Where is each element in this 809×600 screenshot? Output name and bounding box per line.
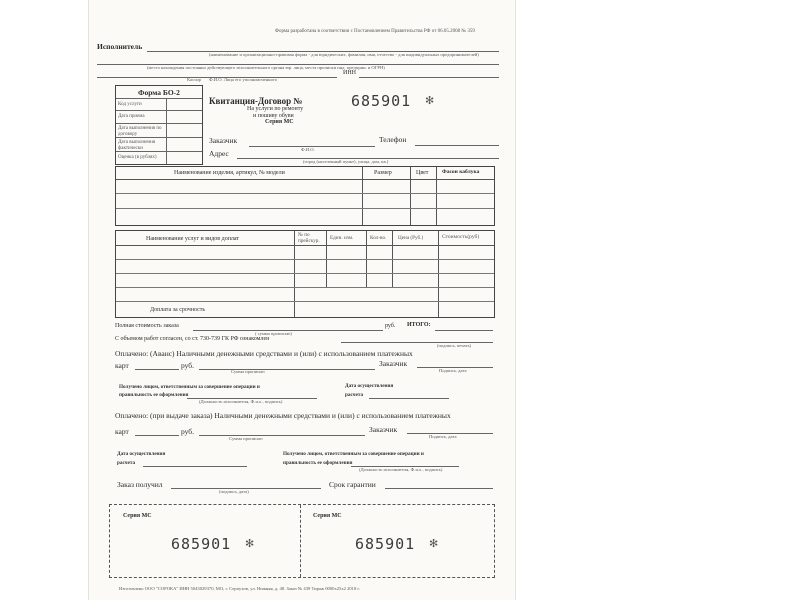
executor-address-hint: (место нахождения постоянно действующего исполнительного органа юр. лица, места прописки инд. предприн. и ОГРН) (147, 65, 385, 70)
receipt-subtitle-1: На услуги по ремонту (247, 106, 304, 112)
final-position-hint: (Должность исполнителя, Ф.и.о., подпись) (359, 467, 443, 472)
final-customer: Заказчик (369, 425, 398, 434)
final-date-done-1: Дата осуществления (117, 451, 166, 457)
order-sign-hint: (подпись, дата) (219, 489, 249, 494)
final-sign-date: Подпись, дата (429, 434, 457, 439)
address-label: Адрес (209, 149, 229, 158)
total-line[interactable] (435, 330, 493, 331)
warranty-label: Срок гарантии (329, 480, 376, 489)
phone-line[interactable] (415, 145, 499, 146)
cashier-hint: Кассир (187, 77, 201, 82)
final-sum-words: Сумма прописью (229, 436, 263, 441)
coupon-1-number: 685901 (171, 535, 232, 553)
rub-label: руб. (385, 323, 396, 329)
advance-received-2: правильность ее оформления (119, 392, 189, 398)
advance-received-1: Получено лицом, ответственным за совершение операции и (119, 384, 260, 390)
final-cards: карт (115, 427, 129, 436)
cashier-hint-2: Ф.И.О. Лица его уполномоченного (209, 77, 277, 82)
advance-position-hint: (Должность исполнителя, Ф.и.о., подпись) (199, 399, 283, 404)
sum-words-hint: ( сумма прописью) (255, 331, 292, 336)
advance-amount-line[interactable] (199, 369, 375, 370)
stub-row-valuation: Оценка (в рублях) (118, 155, 157, 160)
services-header-qty: Кол-во. (370, 235, 387, 241)
coupon-2-series: Серия МС (313, 513, 342, 519)
receipt-number: 685901 (351, 92, 412, 110)
final-date-line[interactable] (143, 466, 247, 467)
receipt-title: Квитанция-Договор № (209, 96, 303, 106)
items-header-size: Размер (374, 170, 392, 176)
advance-sum-words: Сумма прописью (231, 369, 265, 374)
asterisk-icon: ✻ (425, 95, 435, 107)
executor-label: Исполнитель (97, 42, 143, 51)
items-header-heel: Фасон каблука (442, 169, 480, 175)
receipt-form-sheet (88, 0, 516, 600)
services-header-name: Наименование услуг и видов доплат (146, 236, 240, 242)
final-received-1: Получено лицом, ответственным за совершение операции и (283, 451, 424, 457)
final-rub: руб. (181, 427, 194, 436)
inn-line[interactable] (359, 77, 499, 78)
final-received-2: правильность ее оформления (283, 460, 353, 466)
full-cost-label: Полная стоимость заказа (115, 323, 179, 329)
coupon-1-asterisk-icon: ✻ (245, 538, 255, 550)
maker-footer: Изготовлено ООО "СОРОКА" ИНН 5043029370, МО, г. Серпухов, ул. Нижняя, д. 48. Заказ № 439 Тираж 0000x25x2 2018 г. (119, 586, 360, 591)
items-header-color: Цвет (416, 170, 429, 176)
advance-cards-line[interactable] (135, 369, 179, 370)
advance-sign-date: Подпись, дата (439, 368, 467, 373)
stub-row-actual-date: Дата выполнения фактически (118, 140, 156, 151)
warranty-line[interactable] (385, 488, 493, 489)
agreement-text: С объемом работ согласен, со ст. 730-739 ГК РФ ознакомлен (115, 336, 270, 342)
customer-label: Заказчик (209, 136, 238, 145)
coupon-2-number: 685901 (355, 535, 416, 553)
coupon-2-asterisk-icon: ✻ (429, 538, 439, 550)
phone-label: Телефон (379, 135, 407, 144)
receipt-subtitle-2: и пошиву обуви (253, 113, 294, 119)
services-header-cost: Стоимость(руб) (442, 234, 480, 240)
services-urgency: Доплата за срочность (150, 307, 206, 313)
inn-label: ИНН (343, 70, 356, 76)
items-table (115, 166, 495, 226)
stub-row-accept-date: Дата приема (118, 114, 145, 119)
final-amount-line[interactable] (199, 435, 365, 436)
stub-row-code: Код услуги (118, 102, 142, 107)
final-cards-line[interactable] (135, 435, 179, 436)
advance-customer: Заказчик (379, 359, 408, 368)
services-table (115, 230, 495, 318)
coupon-1-series: Серия МС (123, 513, 152, 519)
advance-date-done-2: расчета (345, 392, 364, 398)
advance-date-line[interactable] (369, 398, 449, 399)
final-payment-text: Оплачено: (при выдаче заказа) Наличными денежными средствами и (или) с использованием платежных (115, 411, 451, 420)
stub-table (115, 85, 203, 165)
final-date-done-2: расчета (117, 460, 136, 466)
services-header-price: Цена (Руб.) (398, 235, 424, 241)
form-note: Форма разработана в соответствии с Постановлением Правительства РФ от 06.05.2008 № 359 (275, 29, 475, 34)
services-header-price-list: № по прейскур. (298, 232, 320, 244)
advance-cards: карт (115, 361, 129, 370)
total-label: ИТОГО: (407, 322, 431, 328)
agreement-sign-hint: (подпись, печать) (437, 343, 472, 348)
order-received-label: Заказ получил (117, 480, 163, 489)
services-header-unit: Един. изм. (330, 235, 354, 241)
stub-title: Форма БО-2 (138, 88, 180, 97)
fio-hint: Ф.И.О. (301, 147, 315, 152)
advance-date-done-1: Дата осуществления (345, 383, 394, 389)
executor-hint: (наименование и организационно-правовая форма - для юридических, фамилия, имя, отчество - для индивидуальных предпринимателей) (209, 52, 479, 57)
advance-rub: руб. (181, 361, 194, 370)
items-header-name: Наименование изделия, артикул, № модели (174, 170, 285, 176)
address-hint: (город (населенный пункт), улица, дом, кв.) (303, 159, 389, 164)
advance-text: Оплачено: (Аванс) Наличными денежными средствами и (или) с использованием платежных (115, 349, 413, 358)
stub-row-planned-date: Дата выполнения по договору (118, 126, 162, 137)
receipt-series: Серия МС (265, 119, 294, 125)
